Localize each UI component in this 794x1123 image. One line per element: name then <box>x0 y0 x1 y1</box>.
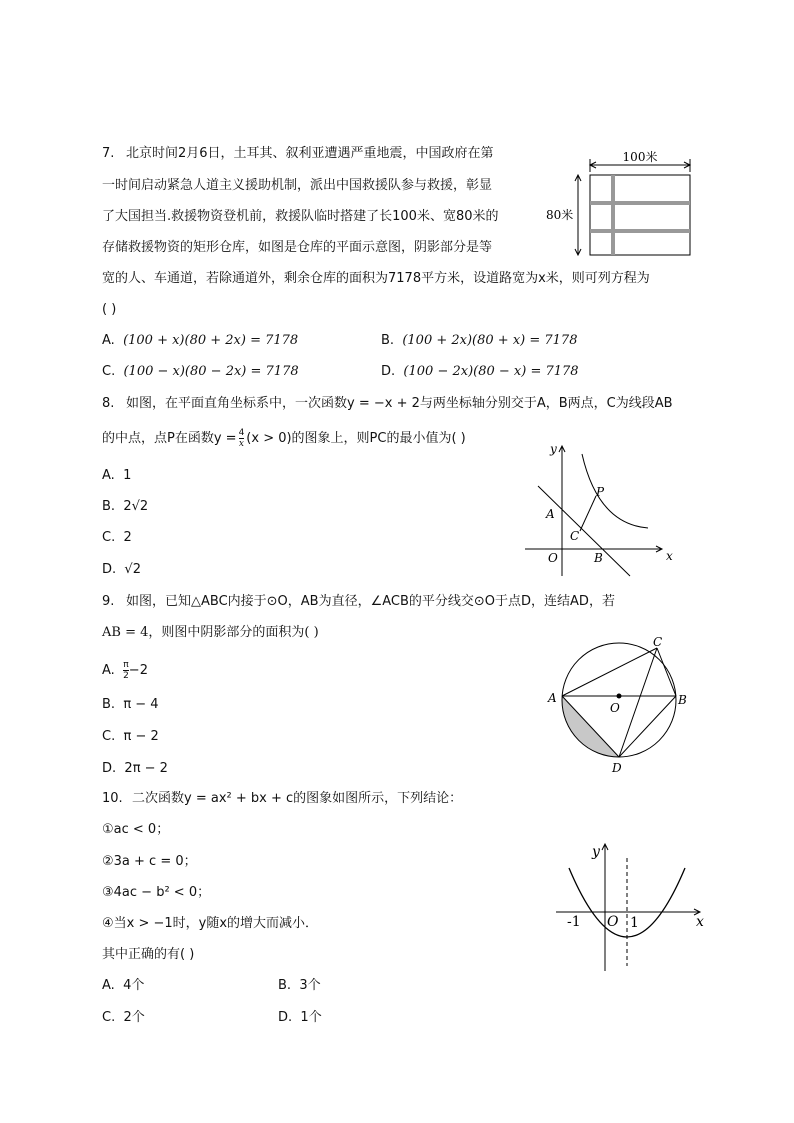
option-text: √2 <box>124 562 141 577</box>
q10-option-d[interactable] <box>278 1008 322 1028</box>
option-key: D. <box>102 761 117 776</box>
option-text: 2π − 2 <box>124 761 168 776</box>
frac-numerator: 4 <box>238 428 245 438</box>
point-b-label: B <box>594 551 603 565</box>
option-key: A. <box>102 468 115 483</box>
q7-number: 7. <box>102 146 115 161</box>
height-label: 80米 <box>546 208 574 222</box>
q10-number: 10. <box>102 791 123 806</box>
option-text: 1个 <box>300 1010 322 1025</box>
q7-line-2: 一时间启动紧急人道主义援助机制，派出中国救援队参与救援，彰显 <box>102 178 493 193</box>
y-axis-label: y <box>550 442 557 456</box>
option-text: 2√2 <box>123 499 149 514</box>
q8-coordinate-figure <box>520 436 673 581</box>
q9-option-a[interactable] <box>102 660 148 681</box>
option-text: π − 2 <box>123 729 159 744</box>
q8-fraction <box>239 428 245 449</box>
q9-line-1: 如图，已知△ABC内接于⊙O，AB为直径，∠ACB的平分线交⊙O于点D，连结AD，若 <box>126 594 615 609</box>
q7-option-b[interactable] <box>381 331 577 351</box>
option-text: 2个 <box>123 1010 145 1025</box>
frac-denominator: x <box>238 439 244 449</box>
q7-option-d[interactable] <box>381 362 579 382</box>
option-text: 3个 <box>299 978 321 993</box>
q10-option-c[interactable] <box>102 1008 145 1028</box>
point-c-label: C <box>570 529 580 543</box>
option-key: D. <box>381 364 396 379</box>
q7-line-1: 北京时间2月6日，土耳其、叙利亚遭遇严重地震，中国政府在第 <box>126 146 494 161</box>
x-axis-label: x <box>696 914 704 930</box>
q10-statement-1: ①ac < 0； <box>102 822 170 837</box>
width-label: 100米 <box>622 150 658 164</box>
y-axis-label: y <box>592 844 600 860</box>
hyperbola-curve <box>582 454 648 528</box>
q8-line-2-suffix: (x > 0)的图象上，则PC的最小值为( ) <box>246 431 466 446</box>
option-key: C. <box>102 364 116 379</box>
segment-bd <box>619 696 676 757</box>
q7-line-5: 宽的人、车通道，若除通道外，剩余仓库的面积为7178平方米，设道路宽为x米，则可列方程为 <box>102 271 650 286</box>
q7-line-3: 了大国担当.救援物资登机前，救援队临时搭建了长100米、宽80米的 <box>102 209 499 224</box>
frac-denominator: 2 <box>123 671 129 681</box>
option-key: A. <box>102 978 115 993</box>
option-text: (100 − 2x)(80 − x) = 7178 <box>403 364 579 379</box>
point-c-label: C <box>653 635 663 649</box>
q10-parabola-figure <box>550 836 715 976</box>
point-b-label: B <box>678 693 687 707</box>
option-key: D. <box>102 562 117 577</box>
option-key: A. <box>102 333 115 348</box>
q9-circle-figure <box>540 636 700 776</box>
option-key: C. <box>102 530 116 545</box>
q8-line-1: 如图，在平面直角坐标系中，一次函数y = −x + 2与两坐标轴分别交于A，B两点，C为线段AB <box>126 396 673 411</box>
option-key: B. <box>102 499 116 514</box>
q8-option-d[interactable] <box>102 560 141 580</box>
q8-number: 8. <box>102 396 115 411</box>
center-o-label: O <box>610 701 620 715</box>
option-text: 4个 <box>123 978 145 993</box>
option-text: π − 4 <box>123 697 159 712</box>
segment-pc <box>580 496 596 531</box>
option-text: 1 <box>123 468 132 483</box>
q7-warehouse-figure <box>540 145 700 260</box>
q7-answer-blank: ( ) <box>102 302 117 317</box>
option-key: A. <box>102 663 115 678</box>
point-d-label: D <box>612 761 622 775</box>
q10-statement-4: ④当x > −1时，y随x的增大而减小． <box>102 916 319 931</box>
x-axis-label: x <box>666 549 673 563</box>
q7-line-4: 存储救援物资的矩形仓库，如图是仓库的平面示意图，阴影部分是等 <box>102 240 493 255</box>
option-text: (100 + x)(80 + 2x) = 7178 <box>123 333 299 348</box>
option-key: B. <box>102 697 116 712</box>
option-text: (100 − x)(80 − 2x) = 7178 <box>123 364 299 379</box>
q8-line-2 <box>102 428 466 449</box>
q10-statement-3: ③4ac − b² < 0； <box>102 885 211 900</box>
q10-statement-2: ②3a + c = 0； <box>102 854 197 869</box>
origin-label: O <box>548 551 558 565</box>
q9-number: 9. <box>102 594 115 609</box>
frac-numerator: π <box>123 660 129 670</box>
q9-option-d[interactable] <box>102 759 168 779</box>
option-key: B. <box>381 333 395 348</box>
q7-option-a[interactable] <box>102 331 298 351</box>
q7-option-c[interactable] <box>102 362 299 382</box>
option-text: −2 <box>128 663 148 678</box>
q8-option-b[interactable] <box>102 497 148 517</box>
option-text: 2 <box>123 530 132 545</box>
option-key: C. <box>102 1010 116 1025</box>
q8-option-a[interactable] <box>102 466 131 486</box>
q10-option-b[interactable] <box>278 976 321 996</box>
q10-ask: 其中正确的有( ) <box>102 947 195 962</box>
origin-label: O <box>607 914 619 930</box>
q8-option-c[interactable] <box>102 528 132 548</box>
segment-cb <box>657 648 676 696</box>
one-label: 1 <box>630 915 639 931</box>
point-a-label: A <box>548 691 557 705</box>
option-key: C. <box>102 729 116 744</box>
center-point <box>617 694 622 699</box>
q10-line-1: 二次函数y = ax² + bx + c的图象如图所示，下列结论： <box>132 791 463 806</box>
point-a-label: A <box>546 507 555 521</box>
q8-line-2-prefix: 的中点，点P在函数y = <box>102 431 237 446</box>
q9-option-b[interactable] <box>102 695 159 715</box>
option-key: B. <box>278 978 292 993</box>
option-text: (100 + 2x)(80 + x) = 7178 <box>402 333 578 348</box>
q10-option-a[interactable] <box>102 976 144 996</box>
option-key: D. <box>278 1010 293 1025</box>
q9-option-c[interactable] <box>102 727 159 747</box>
q9-line-2: AB = 4，则图中阴影部分的面积为( ) <box>102 625 319 640</box>
point-p-label: P <box>596 485 605 499</box>
warehouse-outline <box>590 175 690 255</box>
neg-one-label: -1 <box>567 914 581 930</box>
